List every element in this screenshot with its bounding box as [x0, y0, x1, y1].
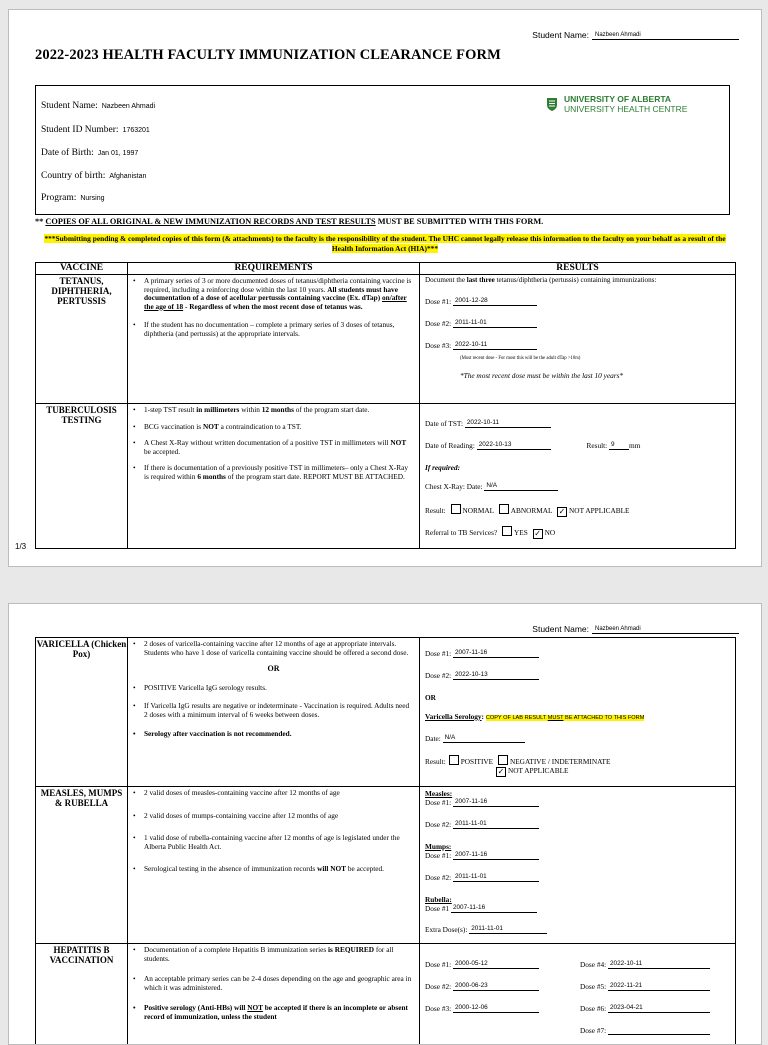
info-program-value: Nursing [80, 195, 104, 202]
hepb-name: HEPATITIS B VACCINATION [36, 944, 128, 1045]
tdap-dose-3 [425, 341, 537, 350]
info-country-value: Afghanistan [109, 173, 146, 180]
tb-cxr-result-label: Result: [425, 506, 446, 515]
logo-line-1: UNIVERSITY OF ALBERTA [564, 94, 687, 104]
form-title: 2022-2023 HEALTH FACULTY IMMUNIZATION CLEARANCE FORM [35, 47, 501, 64]
varicella-serology: Varicella Serology: COPY OF LAB RESULT MUST BE ATTACHED TO THIS FORM [425, 712, 644, 723]
tb-referral-yes-label: YES [514, 528, 528, 537]
hepb-dose-2-label: Dose #2: [425, 982, 451, 991]
tdap-req-2: • If the student has no documentation – complete a primary series of 3 doses of tetanus, diphtheria (and pertussis) at the appropriate intervals. [128, 321, 413, 338]
tdap-dose-3-label: Dose #3: [425, 341, 451, 350]
tb-result-label: Result: [587, 441, 608, 450]
tb-req-1d: 12 months [262, 405, 294, 414]
varicella-serology-note-c: BE ATTACHED TO THIS FORM [563, 715, 644, 721]
varicella-requirements [128, 638, 420, 787]
info-dob-label: Date of Birth: [41, 148, 94, 158]
student-info-box [35, 85, 730, 215]
hepb-dose-7 [580, 1026, 710, 1035]
tdap-dose-2-value: 2011-11-01 [453, 319, 537, 328]
varicella-result-label: Result: [425, 757, 446, 766]
hia-notice [35, 234, 735, 254]
copies-prefix: ** [35, 217, 45, 226]
varicella-serology-note [486, 715, 645, 721]
varicella-date [425, 734, 525, 743]
info-dob-value: Jan 01, 1997 [98, 150, 138, 157]
mmr-req-4 [128, 865, 413, 874]
hepb-dose-6-label: Dose #6: [580, 1004, 606, 1013]
tb-na-label: NOT APPLICABLE [569, 506, 629, 515]
varicella-req-2: • POSITIVE Varicella IgG serology results. [128, 684, 413, 693]
varicella-dose-2-value: 2022-10-13 [453, 671, 539, 680]
hepb-dose-3-label: Dose #3: [425, 1004, 451, 1013]
tb-name: TUBERCULOSIS TESTING [36, 404, 128, 549]
info-name-value: Nazbeen Ahmadi [102, 103, 155, 110]
tdap-dose-2-label: Dose #2: [425, 319, 451, 328]
mmr-measles-dose-1-label: Dose #1: [425, 798, 451, 807]
varicella-req-1: • 2 doses of varicella-containing vaccine after 12 months of age at appropriate intervals. Students who have 1 dose of varicella containing vaccine should be offered a second dose. [128, 640, 413, 657]
student-name-value: Nazbeen Ahmadi [592, 32, 739, 40]
tdap-intro-b: last three [467, 276, 495, 284]
hepb-dose-3-value: 2000-12-06 [453, 1004, 539, 1013]
hia-notice-text: ***Submitting pending & completed copies of this form (& attachments) to the faculty is the responsibility of the student. The UHC cannot legally release this information to the faculty on your behalf as a result of the Health Information Act (HIA)*** [44, 234, 725, 253]
hepb-dose-3 [425, 1004, 539, 1013]
hepb-dose-7-label: Dose #7: [580, 1026, 606, 1035]
tb-referral-label: Referral to TB Services? [425, 528, 497, 537]
varicella-result [425, 755, 610, 766]
mmr-req-4c: be accepted. [346, 864, 384, 873]
hepb-req-3 [128, 1004, 413, 1021]
tb-req-2a: BCG vaccination is [144, 422, 203, 431]
tb-requirements [128, 404, 420, 549]
info-country-label: Country of birth: [41, 171, 105, 181]
tb-result-value: 9 [609, 441, 629, 450]
header-vaccine: VACCINE [36, 263, 128, 275]
form-page-2 [8, 603, 762, 1045]
hepb-req-3c: be accepted if there is an incomplete or absent record of immunization, unless the student [144, 1003, 408, 1021]
tb-referral [425, 526, 555, 539]
mmr-rubella-dose-1-value: 2007-11-16 [451, 904, 537, 913]
tdap-dose-3-note: (Most recent dose - For most this will be the adult dTap >18rs) [460, 354, 580, 363]
mmr-extra-value: 2011-11-01 [469, 925, 547, 934]
copies-underlined: COPIES OF ALL ORIGINAL & NEW IMMUNIZATION RECORDS AND TEST RESULTS [45, 217, 375, 226]
tdap-dose-2 [425, 319, 537, 328]
tb-req-1c: within [239, 405, 261, 414]
tb-req-2c: a contraindication to a TST. [219, 422, 302, 431]
tb-row [36, 404, 736, 549]
tb-referral-yes-checkbox[interactable] [502, 526, 512, 536]
tb-req-1 [128, 406, 413, 415]
student-name-label-2: Student Name: [532, 624, 589, 634]
tb-if-required: If required: [425, 463, 460, 472]
immunization-table-2 [35, 637, 736, 1045]
varicella-req-3: • If Varicella IgG results are negative or indeterminate - Vaccination is required. Adults need 2 doses with a minimum interval of 6 weeks between doses. [128, 702, 413, 719]
hepb-dose-1-value: 2000-05-12 [453, 960, 539, 969]
tb-cxr-value: N/A [484, 482, 558, 491]
shield-icon [546, 97, 558, 112]
varicella-na-label: NOT APPLICABLE [508, 766, 568, 775]
mmr-extra-doses [425, 925, 547, 934]
varicella-or-2: OR [425, 693, 436, 702]
page-number: 1/3 [15, 542, 26, 551]
hepb-dose-6 [580, 1004, 710, 1013]
hepb-dose-6-value: 2023-04-21 [608, 1004, 710, 1013]
immunization-table-1 [35, 262, 736, 549]
mmr-measles-dose-1-value: 2007-11-16 [453, 798, 539, 807]
mmr-req-2: • 2 valid doses of mumps-containing vaccine after 12 months of age [128, 812, 413, 821]
tb-normal-checkbox[interactable] [451, 504, 461, 514]
tb-cxr-result [425, 504, 630, 517]
mmr-req-1: • 2 valid doses of measles-containing vaccine after 12 months of age [128, 789, 413, 798]
tb-req-3 [128, 439, 413, 456]
mmr-rubella-dose-1 [425, 904, 537, 913]
hepb-req-2: • An acceptable primary series can be 2-4 doses depending on the age and geographic area in which it was administered. [128, 975, 413, 992]
copies-notice [35, 217, 543, 226]
hepb-req-1a: Documentation of a complete Hepatitis B immunization series [144, 945, 328, 954]
mmr-req-3: • 1 valid dose of rubella-containing vaccine after 12 months of age is legislated under the Alberta Public Health Act. [128, 834, 413, 851]
mmr-measles-dose-2-label: Dose #2: [425, 820, 451, 829]
hepb-req-1c: for all students. [144, 945, 393, 963]
varicella-negative-label: NEGATIVE / INDETERMINATE [510, 757, 611, 766]
tdap-dose-1 [425, 297, 537, 306]
varicella-serology-note-b: MUST [548, 715, 564, 721]
tb-req-4c: of the program start date. REPORT MUST BE ATTACHED. [226, 472, 405, 481]
mmr-results [420, 787, 736, 944]
header-results: RESULTS [420, 263, 736, 275]
hepb-dose-4-label: Dose #4: [580, 960, 606, 969]
hepb-dose-2 [425, 982, 539, 991]
mmr-row [36, 787, 736, 944]
tdap-req-1c: on/after the age of 18 [144, 293, 407, 311]
varicella-date-value: N/A [443, 734, 525, 743]
varicella-na [493, 766, 568, 777]
info-name-row [41, 101, 155, 111]
varicella-or: OR [128, 665, 419, 674]
mmr-req-4a: Serological testing in the absence of immunization records [144, 864, 317, 873]
mmr-req-4b: will NOT [317, 864, 346, 873]
mmr-rubella-dose-1-label: Dose #1 [425, 904, 449, 913]
info-id-value: 1763201 [123, 127, 150, 134]
mmr-requirements [128, 787, 420, 944]
tb-cxr-label: Chest X-Ray: Date: [425, 482, 483, 491]
tb-req-2 [128, 423, 413, 432]
mmr-name: MEASLES, MUMPS & RUBELLA [36, 787, 128, 944]
tb-req-4 [128, 464, 413, 481]
hepb-dose-1 [425, 960, 539, 969]
hepb-dose-5 [580, 982, 710, 991]
hepb-dose-4-value: 2022-10-11 [608, 960, 710, 969]
hepb-req-3b: NOT [247, 1003, 263, 1012]
hepb-dose-4 [580, 960, 710, 969]
mmr-measles-dose-1 [425, 798, 539, 807]
tdap-req-1a: A primary series of 3 or more documented doses of tetanus/diphtheria containing vaccine is required, including a reinforcing dose within the last 10 years. [144, 276, 411, 294]
varicella-dose-1 [425, 649, 539, 658]
mmr-measles-dose-2 [425, 820, 539, 829]
tb-tst-value: 2022-10-11 [465, 419, 551, 428]
tdap-req-1d: - Regardless of when the most recent dose of tetanus was. [183, 302, 362, 311]
hepb-dose-5-value: 2022-11-21 [608, 982, 710, 991]
info-dob-row [41, 148, 138, 158]
varicella-req-4: • Serology after vaccination is not recommended. [128, 730, 413, 739]
tdap-intro-a: Document the [425, 276, 467, 284]
tb-mm-unit: mm [629, 441, 640, 450]
hepb-req-3a: Positive serology (Anti-HBs) will [144, 1003, 247, 1012]
mmr-measles-dose-2-value: 2011-11-01 [453, 820, 539, 829]
tb-normal-label: NORMAL [463, 506, 494, 515]
mmr-mumps-dose-2 [425, 873, 539, 882]
varicella-dose-1-value: 2007-11-16 [453, 649, 539, 658]
tb-req-3c: be accepted. [144, 447, 180, 456]
tdap-results [420, 275, 736, 404]
hepb-dose-2-value: 2000-06-23 [453, 982, 539, 991]
hepb-dose-1-label: Dose #1: [425, 960, 451, 969]
mmr-measles-heading: Measles: [425, 789, 452, 798]
hepb-req-1 [128, 946, 413, 963]
hepb-row [36, 944, 736, 1045]
varicella-serology-note-a: COPY OF LAB RESULT [486, 715, 548, 721]
tdap-requirements [128, 275, 420, 404]
mmr-mumps-heading: Mumps: [425, 842, 451, 851]
university-logo [546, 94, 687, 114]
varicella-date-label: Date: [425, 734, 441, 743]
mmr-mumps-dose-1-value: 2007-11-16 [453, 851, 539, 860]
mmr-mumps-dose-1 [425, 851, 539, 860]
tb-referral-no-checkbox[interactable]: ✓ [533, 529, 543, 539]
varicella-name: VARICELLA (Chicken Pox) [36, 638, 128, 787]
hepb-requirements [128, 944, 420, 1045]
tb-abnormal-label: ABNORMAL [511, 506, 553, 515]
tdap-dose-1-value: 2001-12-28 [453, 297, 537, 306]
tb-cxr-date [425, 482, 558, 491]
tb-results [420, 404, 736, 549]
tdap-dose-3-value: 2022-10-11 [453, 341, 537, 350]
student-name-label: Student Name: [532, 30, 589, 40]
tb-reading-label: Date of Reading: [425, 441, 475, 450]
mmr-mumps-dose-2-value: 2011-11-01 [453, 873, 539, 882]
varicella-positive-checkbox[interactable] [449, 755, 459, 765]
varicella-dose-2 [425, 671, 539, 680]
tb-abnormal-checkbox[interactable] [499, 504, 509, 514]
tb-reading-value: 2022-10-13 [477, 441, 551, 450]
hepb-dose-5-label: Dose #5: [580, 982, 606, 991]
mmr-extra-label: Extra Dose(s): [425, 925, 467, 934]
info-id-row [41, 125, 150, 135]
varicella-dose-1-label: Dose #1: [425, 649, 451, 658]
info-program-row [41, 193, 104, 203]
varicella-na-checkbox[interactable]: ✓ [496, 767, 506, 777]
tdap-intro [425, 276, 656, 285]
tb-tst-date [425, 419, 551, 428]
student-name-header [532, 30, 739, 40]
tb-na-checkbox[interactable]: ✓ [557, 507, 567, 517]
student-name-header-2 [532, 624, 739, 634]
info-program-label: Program: [41, 193, 76, 203]
tdap-dose-1-label: Dose #1: [425, 297, 451, 306]
varicella-negative-checkbox[interactable] [498, 755, 508, 765]
tdap-intro-c: tetanus/diphtheria (pertussis) containing immunizations: [495, 276, 657, 284]
tb-req-2b: NOT [203, 422, 219, 431]
varicella-results [420, 638, 736, 787]
tb-req-1e: of the program start date. [294, 405, 369, 414]
varicella-serology-label: Varicella Serology [425, 712, 482, 721]
tb-tst-label: Date of TST: [425, 419, 463, 428]
header-requirements: REQUIREMENTS [128, 263, 420, 275]
varicella-row [36, 638, 736, 787]
tb-referral-no-label: NO [545, 528, 556, 537]
tb-req-3b: NOT [390, 438, 406, 447]
varicella-positive-label: POSITIVE [461, 757, 493, 766]
hepb-results [420, 944, 736, 1045]
tb-req-1a: 1-step TST result [144, 405, 196, 414]
tdap-ten-years-note: *The most recent dose must be within the last 10 years* [460, 371, 623, 380]
copies-suffix: MUST BE SUBMITTED WITH THIS FORM. [376, 217, 544, 226]
info-country-row [41, 171, 146, 181]
tb-req-3a: A Chest X-Ray without written documentation of a positive TST in millimeters will [144, 438, 390, 447]
mmr-mumps-dose-2-label: Dose #2: [425, 873, 451, 882]
tdap-req-1b: All students must have documentation of a dose of acellular pertussis containing vaccine (Ex. dTap) [144, 285, 398, 303]
tb-req-1b: in millimeters [196, 405, 239, 414]
logo-line-2: UNIVERSITY HEALTH CENTRE [564, 104, 687, 114]
tdap-req-1 [128, 277, 413, 311]
form-page-1 [8, 9, 762, 567]
tb-req-4a: If there is documentation of a previously positive TST in millimeters– only a Chest X-Ray is required within [144, 463, 408, 481]
info-id-label: Student ID Number: [41, 125, 119, 135]
mmr-mumps-dose-1-label: Dose #1: [425, 851, 451, 860]
varicella-dose-2-label: Dose #2: [425, 671, 451, 680]
tb-req-4b: 6 months [197, 472, 226, 481]
tdap-name: TETANUS, DIPHTHERIA, PERTUSSIS [36, 275, 128, 404]
table-header-row [36, 263, 736, 275]
hepb-dose-7-value [608, 1034, 710, 1035]
student-name-value-2: Nazbeen Ahmadi [592, 626, 739, 634]
info-name-label: Student Name: [41, 101, 98, 111]
hepb-req-1b: is REQUIRED [328, 945, 374, 954]
tb-reading-date [425, 441, 640, 450]
tdap-row [36, 275, 736, 404]
mmr-rubella-heading: Rubella: [425, 895, 452, 904]
